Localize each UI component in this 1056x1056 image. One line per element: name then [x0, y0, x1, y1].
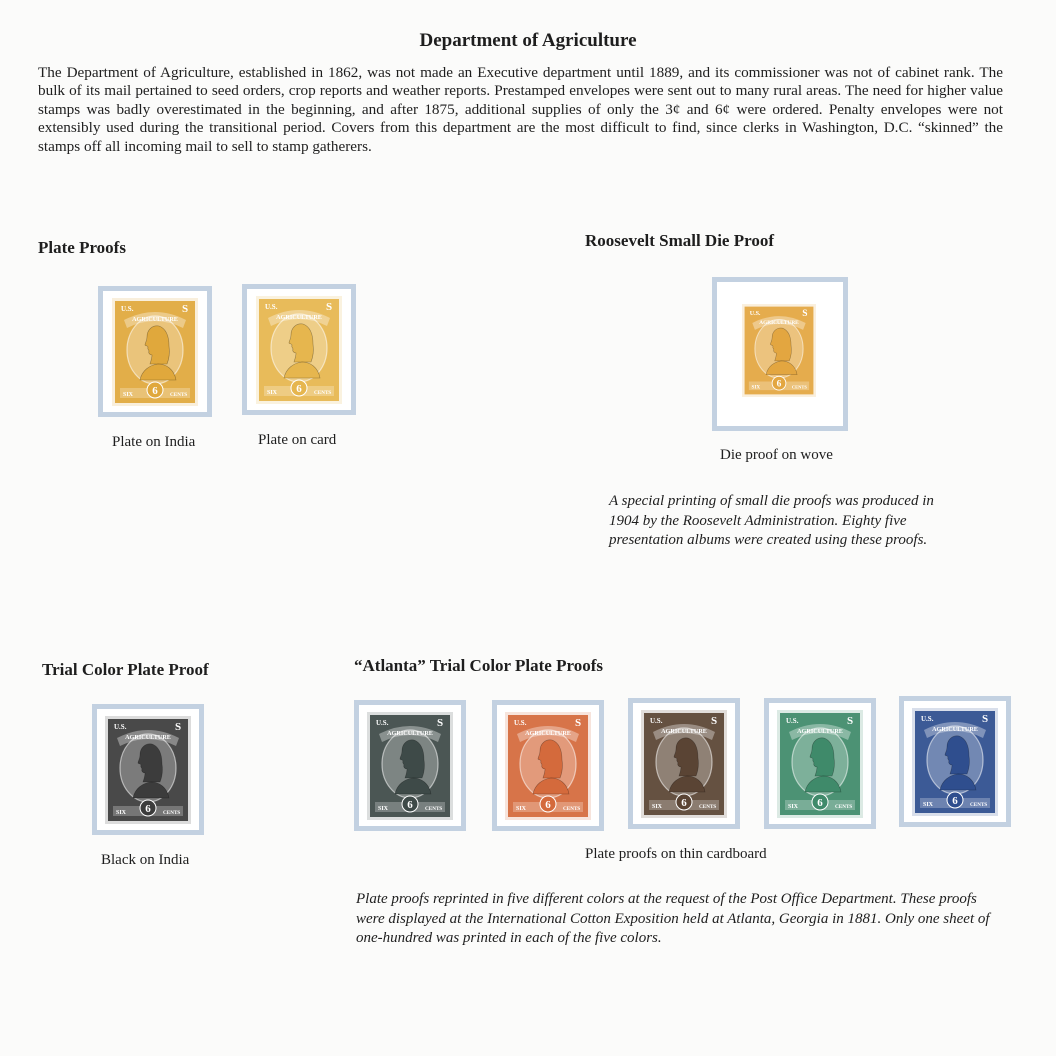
plate-proofs-heading: Plate Proofs	[38, 238, 126, 257]
svg-text:U.S.: U.S.	[749, 311, 761, 318]
svg-text:6: 6	[152, 385, 158, 397]
svg-text:CENTS: CENTS	[835, 804, 853, 810]
stamp-mount	[492, 700, 604, 831]
stamp-mount	[712, 277, 848, 431]
stamp-mount	[354, 700, 466, 831]
svg-text:S: S	[847, 715, 854, 727]
svg-text:U.S.: U.S.	[114, 723, 127, 731]
svg-text:S: S	[182, 303, 189, 315]
svg-text:SIX: SIX	[516, 806, 527, 812]
svg-text:SIX: SIX	[267, 390, 278, 396]
svg-text:U.S.: U.S.	[786, 717, 799, 725]
svg-text:6: 6	[145, 803, 151, 815]
stamp-mount	[628, 698, 740, 829]
svg-text:CENTS: CENTS	[791, 384, 807, 390]
svg-text:U.S.: U.S.	[650, 717, 663, 725]
svg-text:6: 6	[407, 799, 413, 811]
svg-text:6: 6	[776, 379, 782, 390]
page-title: Department of Agriculture	[419, 30, 637, 51]
stamp-image	[777, 710, 863, 818]
svg-text:SIX: SIX	[652, 804, 663, 810]
caption-plate-on-card: Plate on card	[258, 432, 337, 448]
svg-text:CENTS: CENTS	[163, 810, 181, 816]
svg-text:U.S.: U.S.	[376, 719, 389, 727]
stamp-image	[105, 716, 191, 824]
stamp-mount	[92, 704, 204, 835]
svg-text:CENTS: CENTS	[425, 806, 443, 812]
svg-text:AGRICULTURE: AGRICULTURE	[759, 319, 799, 326]
stamp-image	[505, 712, 591, 820]
svg-text:CENTS: CENTS	[563, 806, 581, 812]
stamp-mount	[899, 696, 1011, 827]
roosevelt-heading: Roosevelt Small Die Proof	[585, 231, 775, 250]
svg-text:6: 6	[545, 799, 551, 811]
svg-text:U.S.: U.S.	[514, 719, 527, 727]
svg-text:CENTS: CENTS	[170, 392, 188, 398]
svg-text:AGRICULTURE: AGRICULTURE	[797, 728, 843, 735]
svg-text:AGRICULTURE: AGRICULTURE	[661, 728, 707, 735]
caption-black-on-india: Black on India	[101, 852, 190, 868]
svg-text:AGRICULTURE: AGRICULTURE	[125, 734, 171, 741]
stamp-image	[367, 712, 453, 820]
caption-die-proof-on-wove: Die proof on wove	[720, 447, 833, 463]
svg-text:SIX: SIX	[116, 810, 127, 816]
atlanta-heading: “Atlanta” Trial Color Plate Proofs	[354, 656, 603, 675]
svg-text:S: S	[982, 713, 989, 725]
svg-text:U.S.: U.S.	[121, 305, 134, 313]
svg-text:SIX: SIX	[378, 806, 389, 812]
stamp-mount	[242, 284, 356, 415]
svg-text:6: 6	[952, 795, 958, 807]
svg-text:U.S.: U.S.	[921, 715, 934, 723]
svg-text:S: S	[575, 717, 582, 729]
svg-text:S: S	[437, 717, 444, 729]
svg-text:6: 6	[817, 797, 823, 809]
stamp-mount	[764, 698, 876, 829]
svg-text:CENTS: CENTS	[699, 804, 717, 810]
svg-text:AGRICULTURE: AGRICULTURE	[387, 730, 433, 737]
stamp-image	[256, 296, 342, 404]
svg-text:SIX: SIX	[788, 804, 799, 810]
stamp-image	[641, 710, 727, 818]
svg-text:AGRICULTURE: AGRICULTURE	[276, 314, 322, 321]
svg-text:SIX: SIX	[123, 392, 134, 398]
stamp-image	[112, 298, 198, 406]
caption-plate-proofs-thin-cardboard: Plate proofs on thin cardboard	[585, 846, 767, 862]
svg-text:SIX: SIX	[751, 384, 761, 391]
caption-plate-on-india: Plate on India	[112, 434, 196, 450]
svg-text:AGRICULTURE: AGRICULTURE	[525, 730, 571, 737]
intro-paragraph: The Department of Agriculture, established in 1862, was not made an Executive department until 1889, and its commissioner was not of cabinet rank. The bulk of its mail pertained to seed orders, crop reports and weather reports. Prestamped envelopes were sent out to many rural areas. The need for higher value stamps was badly overestimated in the beginning, and after 1875, additional supplies of only the 3¢ and 6¢ were ordered. Penalty envelopes were not extensibly used during the transitional period. Covers from this department are the most difficult to find, since clerks in Washington, D.C. “skinned” the stamps off all incoming mail to sell to stamp gatherers.	[38, 64, 1003, 155]
roosevelt-note: A special printing of small die proofs was produced in 1904 by the Roosevelt Administration. Eighty five presentation albums were created using these proofs.	[609, 493, 934, 548]
trial-color-heading: Trial Color Plate Proof	[42, 660, 209, 679]
svg-text:CENTS: CENTS	[970, 802, 988, 808]
svg-text:AGRICULTURE: AGRICULTURE	[132, 316, 178, 323]
atlanta-note: Plate proofs reprinted in five different colors at the request of the Post Office Department. These proofs were displayed at the International Cotton Exposition held at Atlanta, Georgia in 1881. Only one sheet of one-hundred was printed in each of the five colors.	[356, 891, 990, 946]
stamp-mount	[98, 286, 212, 417]
svg-text:S: S	[711, 715, 718, 727]
svg-text:S: S	[802, 309, 808, 320]
svg-text:S: S	[326, 301, 333, 313]
svg-text:6: 6	[681, 797, 687, 809]
stamp-image	[742, 304, 816, 397]
svg-text:SIX: SIX	[923, 802, 934, 808]
svg-text:6: 6	[296, 383, 302, 395]
svg-text:AGRICULTURE: AGRICULTURE	[932, 726, 978, 733]
svg-text:S: S	[175, 721, 182, 733]
svg-text:CENTS: CENTS	[314, 390, 332, 396]
stamp-image	[912, 708, 998, 816]
svg-text:U.S.: U.S.	[265, 303, 278, 311]
